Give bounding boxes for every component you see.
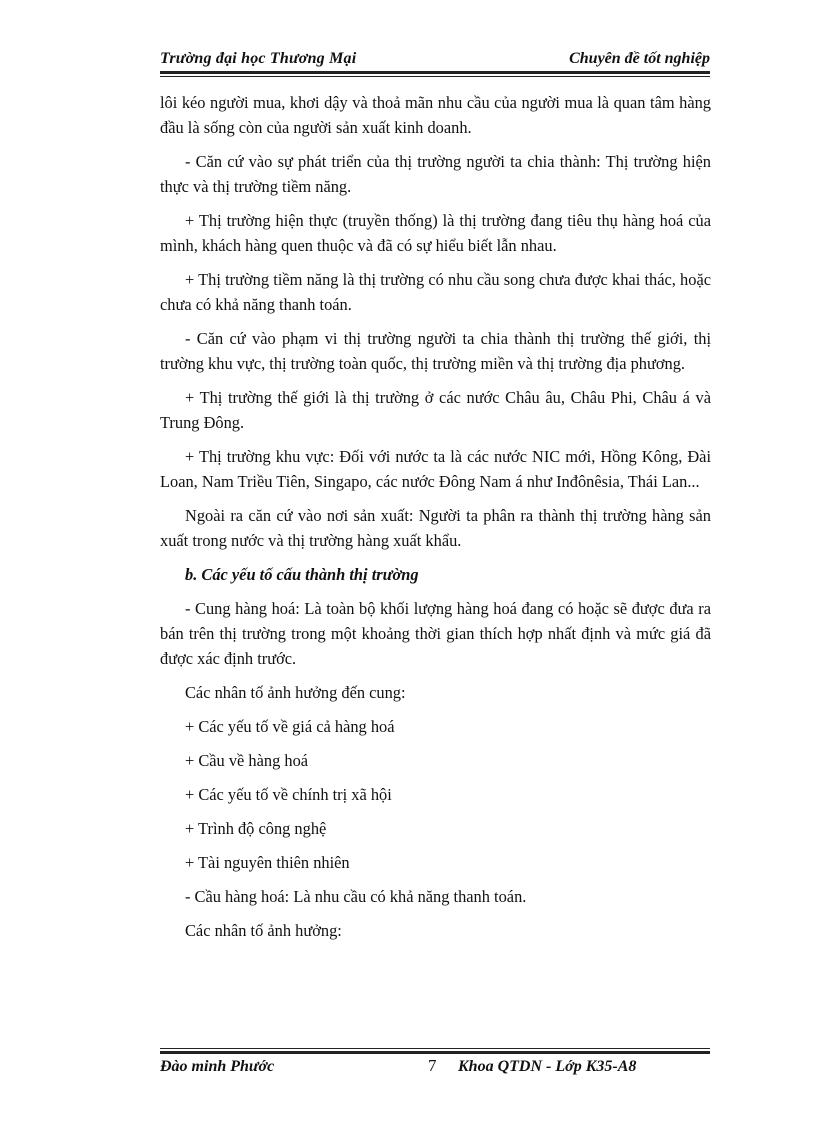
footer-class: Khoa QTDN - Lớp K35-A8 <box>458 1058 637 1075</box>
paragraph-continuation: lôi kéo người mua, khơi dậy và thoả mãn nhu cầu của người mua là quan tâm hàng đầu là sống còn của người sản xuất kinh doanh. <box>160 93 711 137</box>
header-university: Trường đại học Thương Mại <box>160 50 357 67</box>
paragraph-world-market: + Thị trường thế giới là thị trường ở các nước Châu âu, Châu Phi, Châu á và Trung Đông. <box>160 388 711 432</box>
paragraph-demand-definition: - Cầu hàng hoá: Là nhu cầu có khả năng thanh toán. <box>185 887 527 906</box>
header-rule-thick <box>160 71 710 74</box>
paragraph-demand-factors-intro: Các nhân tố ảnh hưởng: <box>185 921 342 940</box>
list-item-political-factors: + Các yếu tố về chính trị xã hội <box>185 785 392 804</box>
paragraph-actual-market: + Thị trường hiện thực (truyền thống) là thị trường đang tiêu thụ hàng hoá của mình, khách hàng quen thuộc và đã có sự hiểu biết lẫn nhau. <box>160 211 711 255</box>
footer-rule-thick <box>160 1051 710 1054</box>
paragraph-production-place: Ngoài ra căn cứ vào nơi sản xuất: Người ta phân ra thành thị trường hàng sản xuất trong nước và thị trường hàng xuất khẩu. <box>160 506 711 550</box>
footer-author: Đào minh Phước <box>160 1058 275 1075</box>
list-item-technology-level: + Trình độ công nghệ <box>185 819 327 838</box>
page-header <box>160 48 710 74</box>
page-footer <box>160 1048 710 1078</box>
header-rule-thin <box>160 76 710 77</box>
paragraph-scope-classification: - Căn cứ vào phạm vi thị trường người ta chia thành thị trường thế giới, thị trường khu vực, thị trường toàn quốc, thị trường miền và thị trường địa phương. <box>160 329 711 373</box>
footer-rule-thin <box>160 1048 710 1049</box>
page-body <box>160 90 711 952</box>
list-item-demand: + Cầu về hàng hoá <box>185 751 309 770</box>
paragraph-regional-market: + Thị trường khu vực: Đối với nước ta là các nước NIC mới, Hồng Kông, Đài Loan, Nam Triều Tiên, Singapo, các nước Đông Nam á như Inđônêsia, Thái Lan... <box>160 447 711 491</box>
paragraph-potential-market: + Thị trường tiềm năng là thị trường có nhu cầu song chưa được khai thác, hoặc chưa có khả năng thanh toán. <box>160 270 711 314</box>
paragraph-supply-factors-intro: Các nhân tố ảnh hưởng đến cung: <box>185 683 406 702</box>
list-item-price-factors: + Các yếu tố về giá cả hàng hoá <box>185 717 395 736</box>
page-number: 7 <box>428 1056 437 1075</box>
paragraph-supply-definition: - Cung hàng hoá: Là toàn bộ khối lượng hàng hoá đang có hoặc sẽ được đưa ra bán trên thị trường trong một khoảng thời gian thích hợp nhất định và mức giá đã được xác định trước. <box>160 599 711 668</box>
section-heading: b. Các yếu tố cấu thành thị trường <box>185 565 419 584</box>
list-item-natural-resources: + Tài nguyên thiên nhiên <box>185 853 350 872</box>
paragraph-development-classification: - Căn cứ vào sự phát triển của thị trường người ta chia thành: Thị trường hiện thực và thị trường tiềm năng. <box>160 152 711 196</box>
header-document-type: Chuyên đề tốt nghiệp <box>569 50 710 67</box>
